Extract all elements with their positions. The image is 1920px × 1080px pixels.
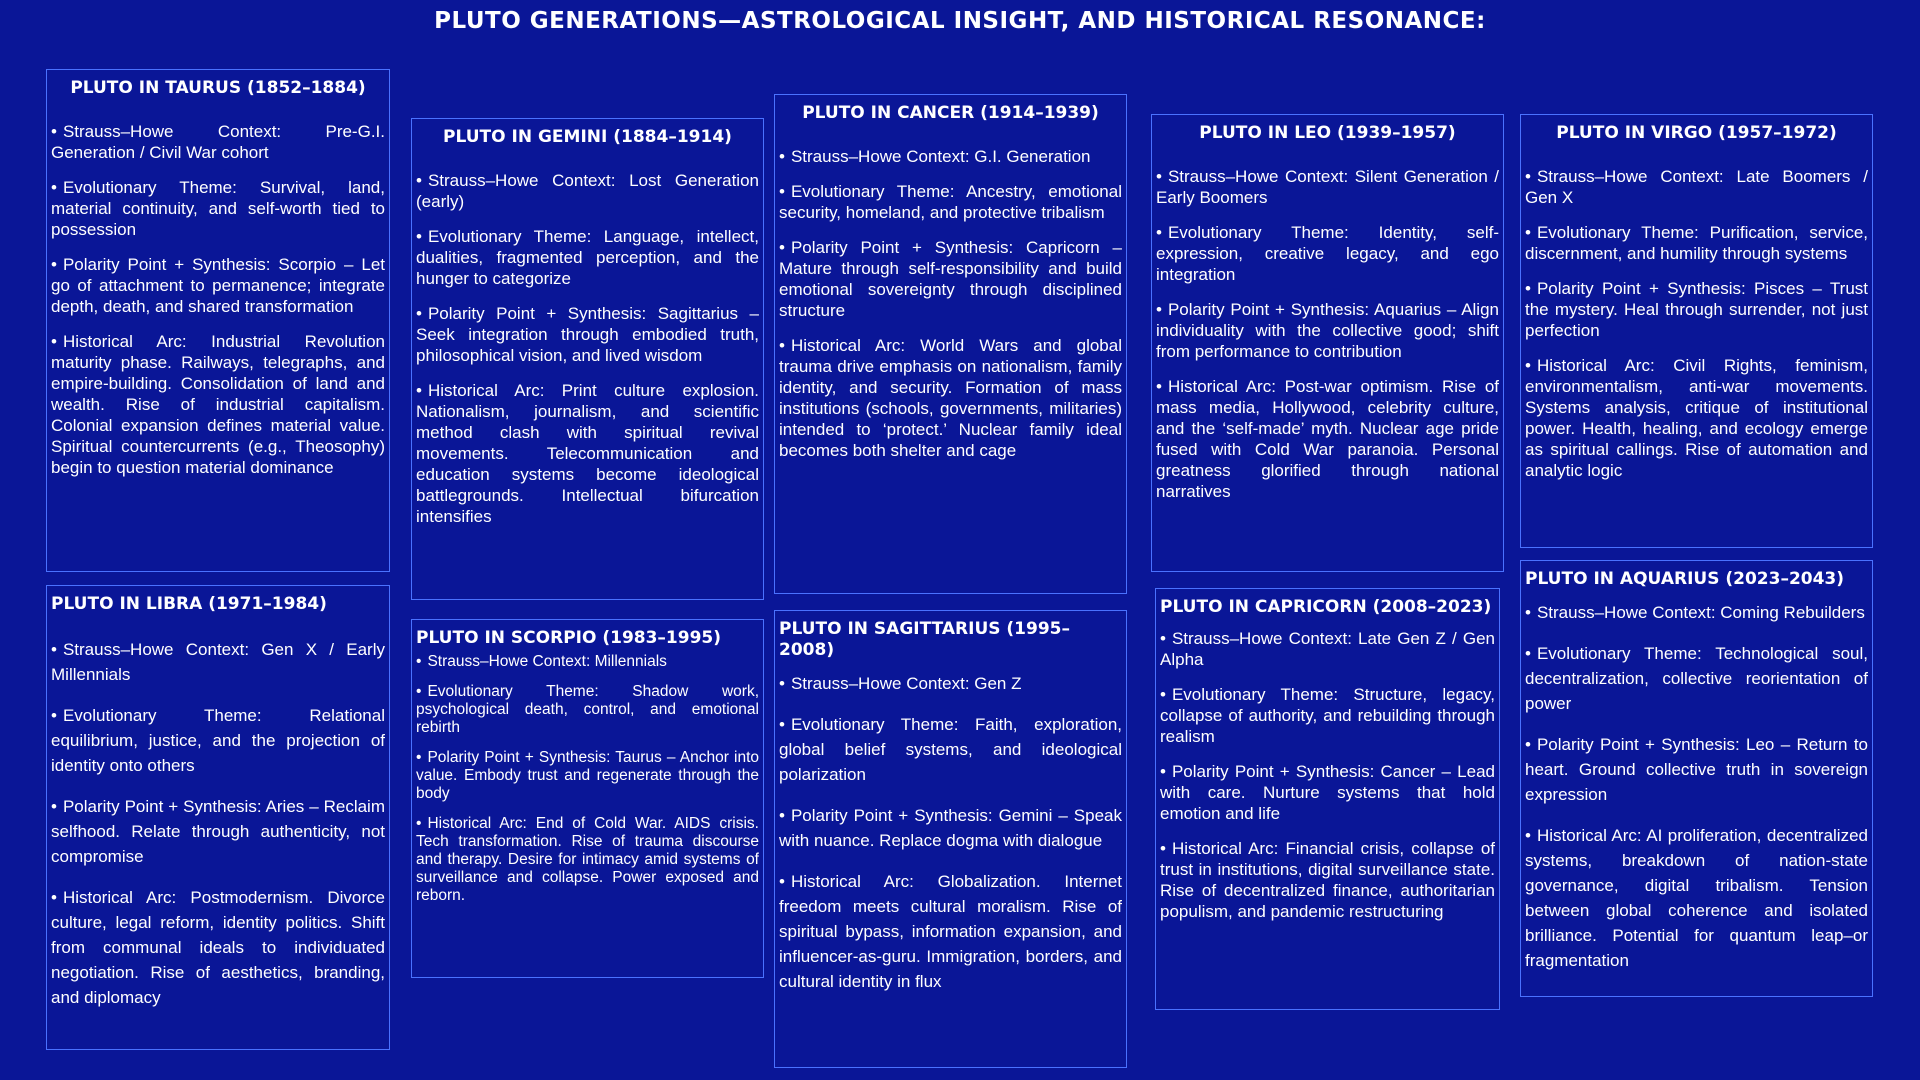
card-title: PLUTO IN AQUARIUS (2023–2043) <box>1525 569 1845 589</box>
list-item: • Historical Arc: Industrial Revolution maturity phase. Railways, telegraphs, and empire-building. Consolidation of land and wealth. Rise of industrial capitalism. Colonial expansion defines material value. Spiritual countercurrents (e.g., Theosophy) begin to question material dominance <box>51 332 385 477</box>
list-item: • Evolutionary Theme: Technological soul, decentralization, collective reorientation of power <box>1525 644 1868 713</box>
list-item: • Evolutionary Theme: Ancestry, emotional security, homeland, and protective tribalism <box>779 182 1122 222</box>
list-item: • Strauss–Howe Context: Gen Z <box>779 674 1022 693</box>
list-item: • Historical Arc: Post-war optimism. Rise of mass media, Hollywood, celebrity culture, and the ‘self-made’ myth. Nuclear age pride fused with Cold War paranoia. Personal greatness glorified through national narratives <box>1156 377 1499 501</box>
list-item: • Historical Arc: Print culture explosion. Nationalism, journalism, and scientific method clash with spiritual revival movements. Telecommunication and education systems become ideological battlegrounds. Intellectual bifurcation intensifies <box>416 381 759 526</box>
card-title: PLUTO IN LEO (1939–1957) <box>1199 123 1456 143</box>
card-title: PLUTO IN VIRGO (1957–1972) <box>1556 123 1837 143</box>
list-item: • Evolutionary Theme: Purification, service, discernment, and humility through systems <box>1525 223 1868 263</box>
list-item: • Polarity Point + Synthesis: Cancer – Lead with care. Nurture systems that hold emotion and life <box>1160 762 1495 823</box>
list-item: • Polarity Point + Synthesis: Gemini – Speak with nuance. Replace dogma with dialogue <box>779 806 1122 850</box>
page-title: PLUTO GENERATIONS—ASTROLOGICAL INSIGHT, AND HISTORICAL RESONANCE: <box>434 8 1486 34</box>
list-item: • Evolutionary Theme: Relational equilibrium, justice, and the projection of identity onto others <box>51 706 385 775</box>
card-pluto-virgo <box>1520 114 1873 548</box>
list-item: • Polarity Point + Synthesis: Aries – Reclaim selfhood. Relate through authenticity, not compromise <box>51 797 385 866</box>
list-item: • Evolutionary Theme: Structure, legacy, collapse of authority, and rebuilding through realism <box>1160 685 1495 746</box>
card-title: PLUTO IN LIBRA (1971–1984) <box>51 594 327 614</box>
list-item: • Strauss–Howe Context: Pre-G.I. Generation / Civil War cohort <box>51 122 385 162</box>
list-item: • Polarity Point + Synthesis: Aquarius – Align individuality with the collective good; shift from performance to contribution <box>1156 300 1499 361</box>
list-item: • Strauss–Howe Context: Gen X / Early Millennials <box>51 640 385 684</box>
list-item: • Evolutionary Theme: Survival, land, material continuity, and self-worth tied to possession <box>51 178 385 239</box>
list-item: • Strauss–Howe Context: Late Gen Z / Gen Alpha <box>1160 629 1495 669</box>
list-item: • Historical Arc: Globalization. Internet freedom meets cultural moralism. Rise of spiritual bypass, information expansion, and influencer-as-guru. Immigration, borders, and cultural identity in flux <box>779 872 1122 991</box>
card-title: PLUTO IN SAGITTARIUS (1995–2008) <box>779 619 1070 660</box>
card-title: PLUTO IN SCORPIO (1983–1995) <box>416 628 722 648</box>
card-pluto-libra <box>46 585 390 1050</box>
card-pluto-taurus <box>46 69 390 572</box>
list-item: • Evolutionary Theme: Faith, exploration, global belief systems, and ideological polarization <box>779 715 1122 784</box>
list-item: • Evolutionary Theme: Shadow work, psychological death, control, and emotional rebirth <box>416 683 759 736</box>
card-pluto-leo <box>1151 114 1504 572</box>
card-title: PLUTO IN CAPRICORN (2008–2023) <box>1160 597 1492 617</box>
card-pluto-scorpio <box>411 619 764 978</box>
card-pluto-aquarius <box>1520 560 1873 997</box>
list-item: • Polarity Point + Synthesis: Taurus – Anchor into value. Embody trust and regenerate through the body <box>416 749 759 802</box>
list-item: • Evolutionary Theme: Identity, self-expression, creative legacy, and ego integration <box>1156 223 1499 284</box>
card-title: PLUTO IN GEMINI (1884–1914) <box>443 127 732 147</box>
card-title: PLUTO IN TAURUS (1852–1884) <box>70 78 366 98</box>
list-item: • Historical Arc: Financial crisis, collapse of trust in institutions, digital surveillance state. Rise of decentralized finance, authoritarian populism, and pandemic restructuring <box>1160 839 1495 921</box>
list-item: • Historical Arc: World Wars and global trauma drive emphasis on nationalism, family identity, and security. Formation of mass institutions (schools, governments, militaries) intended to ‘protect.’ Nuclear family ideal becomes both shelter and cage <box>779 336 1122 460</box>
list-item: • Polarity Point + Synthesis: Sagittarius – Seek integration through embodied truth, philosophical vision, and lived wisdom <box>416 304 759 365</box>
list-item: • Strauss–Howe Context: Coming Rebuilders <box>1525 603 1865 622</box>
card-pluto-gemini <box>411 118 764 600</box>
list-item: • Strauss–Howe Context: Lost Generation (early) <box>416 171 759 211</box>
list-item: • Polarity Point + Synthesis: Capricorn – Mature through self-responsibility and build emotional sovereignty through disciplined structure <box>779 238 1122 320</box>
list-item: • Polarity Point + Synthesis: Leo – Return to heart. Ground collective truth in sovereign expression <box>1525 735 1868 804</box>
card-title: PLUTO IN CANCER (1914–1939) <box>802 103 1099 123</box>
list-item: • Strauss–Howe Context: Millennials <box>416 653 667 670</box>
list-item: • Strauss–Howe Context: Silent Generation / Early Boomers <box>1156 167 1499 207</box>
card-pluto-cancer <box>774 94 1127 594</box>
list-item: • Strauss–Howe Context: G.I. Generation <box>779 147 1091 166</box>
card-pluto-capricorn <box>1155 588 1500 1010</box>
list-item: • Historical Arc: Civil Rights, feminism, environmentalism, anti-war movements. Systems analysis, critique of institutional power. Health, healing, and ecology emerge as spiritual callings. Rise of automation and analytic logic <box>1525 356 1868 480</box>
list-item: • Historical Arc: AI proliferation, decentralized systems, breakdown of nation-state governance, digital tribalism. Tension between global coherence and isolated brilliance. Potential for quantum leap–or fragmentation <box>1525 826 1868 970</box>
list-item: • Historical Arc: End of Cold War. AIDS crisis. Tech transformation. Rise of trauma discourse and therapy. Desire for intimacy amid systems of surveillance and collapse. Power exposed and reborn. <box>416 815 759 904</box>
list-item: • Polarity Point + Synthesis: Pisces – Trust the mystery. Heal through surrender, not just perfection <box>1525 279 1868 340</box>
list-item: • Strauss–Howe Context: Late Boomers / Gen X <box>1525 167 1868 207</box>
list-item: • Historical Arc: Postmodernism. Divorce culture, legal reform, identity politics. Shift from communal ideals to individuated negotiation. Rise of aesthetics, branding, and diplomacy <box>51 888 385 1007</box>
list-item: • Evolutionary Theme: Language, intellect, dualities, fragmented perception, and the hunger to categorize <box>416 227 759 288</box>
card-pluto-sagittarius <box>774 610 1127 1068</box>
list-item: • Polarity Point + Synthesis: Scorpio – Let go of attachment to permanence; integrate depth, death, and shared transformation <box>51 255 385 316</box>
